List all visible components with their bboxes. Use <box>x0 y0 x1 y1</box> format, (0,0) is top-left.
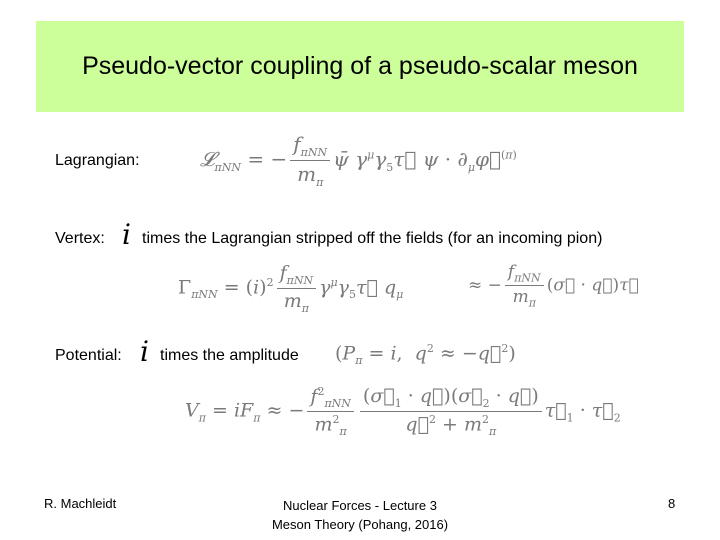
slide-title: Pseudo-vector coupling of a pseudo-scalar meson <box>82 52 638 80</box>
imaginary-unit-potential: i <box>140 335 149 368</box>
potential-label: Potential: <box>55 347 122 364</box>
potential-description: times the amplitude <box>160 347 299 364</box>
vertex-label: Vertex: <box>55 230 105 247</box>
footer-lecture-title: Nuclear Forces - Lecture 3 <box>283 498 437 513</box>
footer-author: R. Machleidt <box>44 496 117 511</box>
potential-equation: $V_\pi = iF_\pi$ ≈ − $\frac{f^2_{\pi NN}}{m^2_\pi}$ $\frac{(\sigma⃗_1 \cdot q⃗)(\sigma⃗_2 \cdot q⃗)}{q⃗^2 + m^2_\pi}$ $\tau⃗_1$ · $\tau⃗_2$ <box>185 385 621 439</box>
vertex-equation: $\Gamma_{\pi NN} = (i)^2$ $\frac{f_{\pi NN}}{m_\pi}$ $\gamma^\mu\gamma_5\tau⃗$ $q_\mu$ <box>178 262 404 315</box>
footer-center <box>240 496 480 534</box>
vertex-approximation: ≈ − $\frac{f_{\pi NN}}{m_\pi}$ (σ⃗ · q⃗)τ⃗ <box>468 262 639 310</box>
vertex-description: times the Lagrangian stripped off the fields (for an incoming pion) <box>142 230 603 247</box>
lagrangian-label: Lagrangian: <box>55 152 140 169</box>
page-number: 8 <box>668 496 676 511</box>
footer-lecture-subtitle: Meson Theory (Pohang, 2016) <box>271 517 449 532</box>
imaginary-unit-vertex: i <box>122 218 131 251</box>
title-banner <box>36 21 684 112</box>
lagrangian-equation: 𝓛$_{\pi NN}$ = − $\frac{f_{\pi NN}}{m_\pi}$ ψ̄ $\gamma^\mu\gamma_5\tau⃗$ $\psi \cdot \partial_\mu\varphi⃗^{(\pi)}$ <box>200 132 517 189</box>
propagator-condition: ($P_\pi = i$, $q^2$ ≈ −q⃗$^2$) <box>335 342 516 368</box>
